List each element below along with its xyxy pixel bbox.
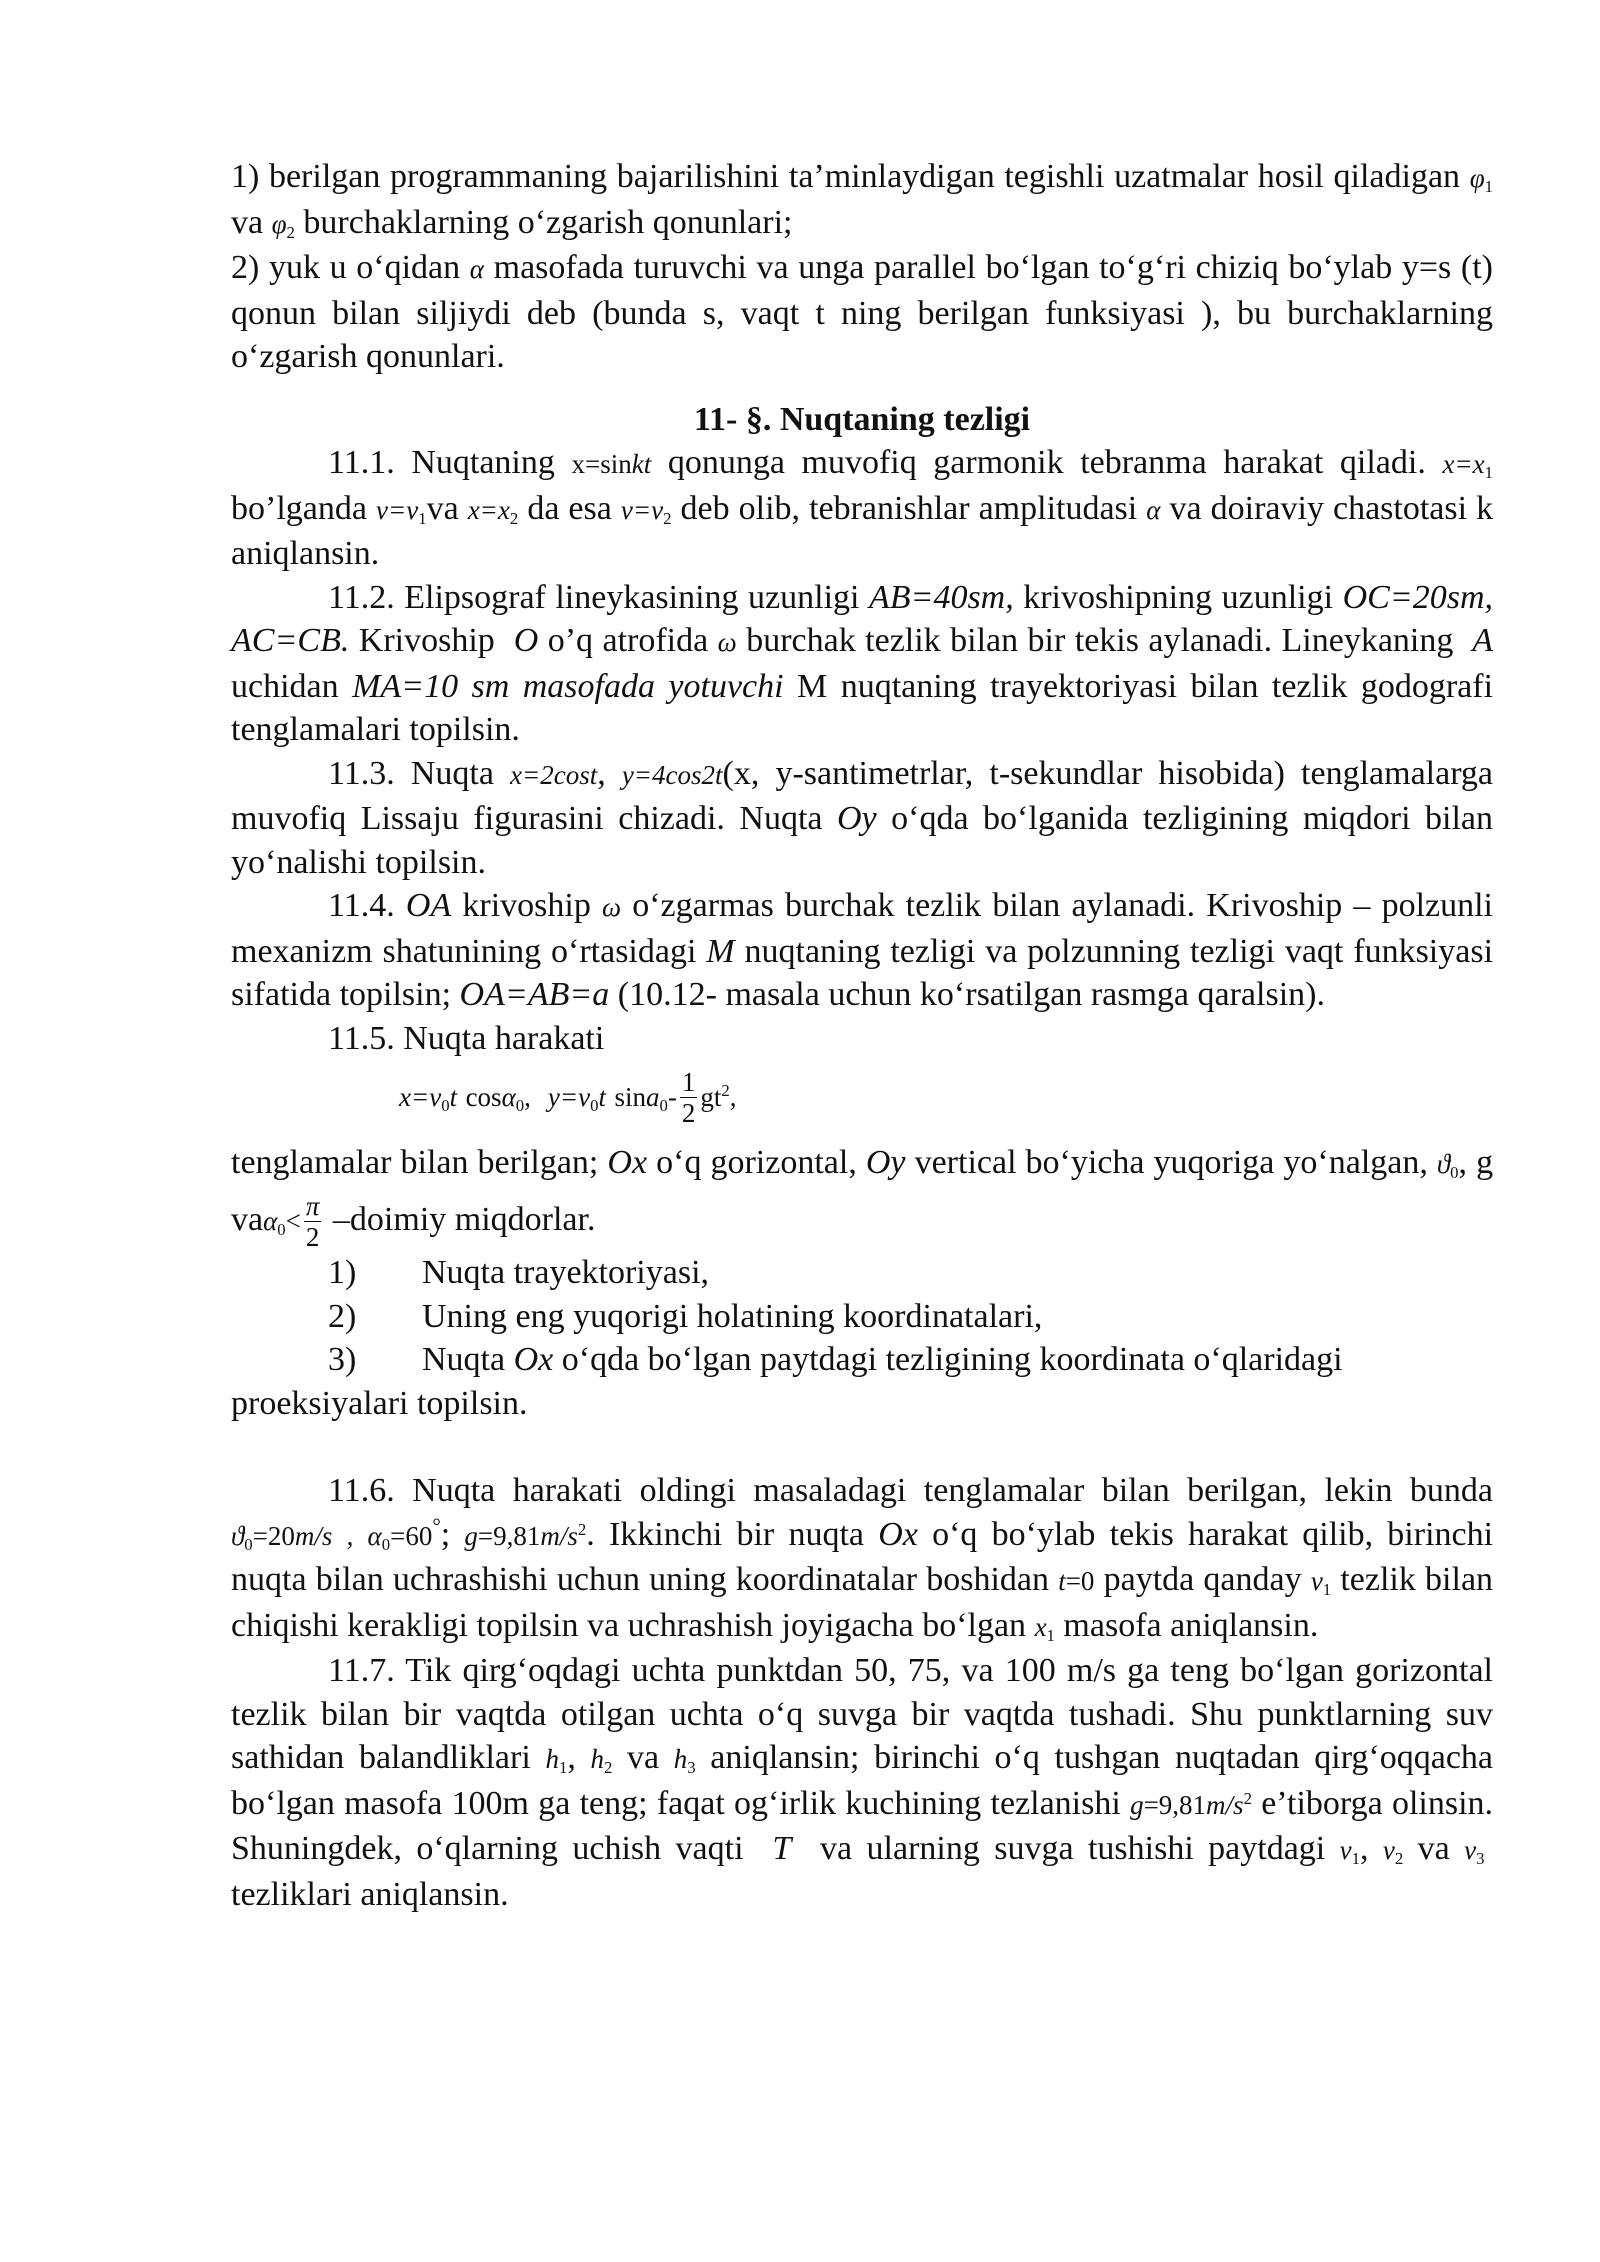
problem-11-5: 11.5. Nuqta harakati — [328, 1019, 605, 1057]
intro-item-1 — [231, 155, 1493, 246]
list-item: 1) Nuqta trayektoriyasi, — [328, 1254, 710, 1292]
section-heading: 11- §. Nuqtaning tezligi — [693, 400, 1031, 438]
fraction-pi-over-two: $\frac{\pi}{2}$ — [305, 1191, 320, 1253]
problem-11-1: 11.1. Nuqtaning x=sinkt qonunga muvofiq garmonik tebranma harakat qiladi. $x=x_1$ bo’lganda $v=v_1va$ $x=x_2$ da esa $v=v_2$ deb olib, tebranishlar amplitudasi α va doiraviy chastotasi k aniqlansin. — [231, 444, 1494, 572]
text: burchaklarning o‘zgarish qonunlari; — [303, 203, 793, 241]
problem-11-3: 11.3. Nuqta x=2cost, y=4cos2t(x, y-santimetrlar, t-sekundlar hisobida) tenglamalarga muvofiq Lissaju figurasini chizadi. Nuqta Oy o‘qda bo‘lganida tezligining miqdori bilan yo‘nalishi topilsin. — [231, 754, 1493, 881]
text: 2) yuk u o‘qidan — [231, 249, 461, 286]
problem-11-2: 11.2. Elipsograf lineykasining uzunligi AB=40sm, krivoshipning uzunligi OC=20sm, AC=CB. Krivoship O o’q atrofida ω burchak tezlik bilan bir tekis aylanadi. Lineykaning A uchidan MA=10 sm masofada yotuvchi M nuqtaning trayektoriyasi bilan tezlik godografi tenglamalari topilsin. — [231, 578, 1494, 748]
problem-11-7: 11.7. Tik qirg‘oqdagi uchta punktdan 50, 75, va 100 m/s ga teng bo‘lgan gorizontal tezlik bilan bir vaqtda otilgan uchta o‘q suvga bir vaqtda tushadi. Shu punktlarning suv sathidan balandliklari $h_1$, $h_2$ va $h_3$ aniqlansin; birinchi o‘q tushgan nuqtadan qirg‘oqqacha bo‘lgan masofa 100m ga teng; faqat og‘irlik kuchining tezlanishi $g=9,81m/s^2$ e’tiborga olinsin. Shuningdek, o‘qlarning uchish vaqti T va ularning suvga tushishi paytdagi $v_1$, $v_2$ va $v_3$ tezliklari aniqlansin. — [231, 1652, 1494, 1913]
problem-11-6: 11.6. Nuqta harakati oldingi masaladagi tenglamalar bilan berilgan, lekin bunda $ϑ_0=20m/s$ , $\alpha_0=60^\circ$; $g=9,81m/s^2$. Ikkinchi bir nuqta Ox o‘q bo‘ylab tekis harakat qilib, birinchi nuqta bilan uchrashishi uchun uning koordinatalar boshidan t=0 paytda qanday $v_1$ tezlik bilan chiqishi kerakligi topilsin va uchrashish joyigacha bo‘lgan $x_1$ masofa aniqlansin. — [231, 1472, 1494, 1645]
phi-symbol: $\varphi_2$ — [271, 208, 295, 242]
problem-11-5-cont: tenglamalar bilan berilgan; Ox o‘q gorizontal, Oy vertical bo‘yicha yuqoriga yo‘nalgan, $ϑ_0$, g vaα$_0$< $\frac{\pi}{2}$ –doimiy miqdorlar. — [231, 1144, 1494, 1253]
phi-symbol: $\varphi_1$ — [1469, 163, 1494, 197]
motion-equations: $x=v_0t$ cosα$_0$, $y=v_0t$ sina$_0$- $\frac{1}{2}$ $gt^2$, — [399, 1067, 737, 1129]
text: va — [231, 203, 264, 241]
list-item: 2) Uning eng yuqorigi holatining koordinatalari, — [328, 1297, 1043, 1335]
text: masofada turuvchi va unga parallel bo‘lgan to‘g‘ri chiziq bo‘ylab y=s (t) qonun bilan siljiydi deb (bunda s, vaqt t ning berilgan funksiyasi ), bu burchaklarning o‘zgarish qonunlari. — [231, 249, 1494, 375]
alpha-symbol: α — [469, 254, 484, 284]
list-item-cont: proeksiyalari topilsin. — [231, 1384, 528, 1422]
list-item: 3) Nuqta Ox o‘qda bo‘lgan paytdagi tezligining koordinata o‘qlaridagi — [328, 1341, 1343, 1379]
fraction-one-half: $\frac{1}{2}$ — [681, 1067, 696, 1129]
problem-11-4: 11.4. OA krivoship ω o‘zgarmas burchak tezlik bilan aylanadi. Krivoship – polzunli mexanizm shatunining o‘rtasidagi M nuqtaning tezligi va polzunning tezligi vaqt funksiyasi sifatida topilsin; OA=AB=a (10.12- masala uchun ko‘rsatilgan rasmga qaralsin). — [231, 887, 1494, 1013]
document-body — [231, 155, 1493, 1916]
intro-item-2 — [231, 246, 1493, 379]
text: 1) berilgan programmaning bajarilishini ta’minlaydigan tegishli uzatmalar hosil qiladigan — [231, 158, 1461, 195]
